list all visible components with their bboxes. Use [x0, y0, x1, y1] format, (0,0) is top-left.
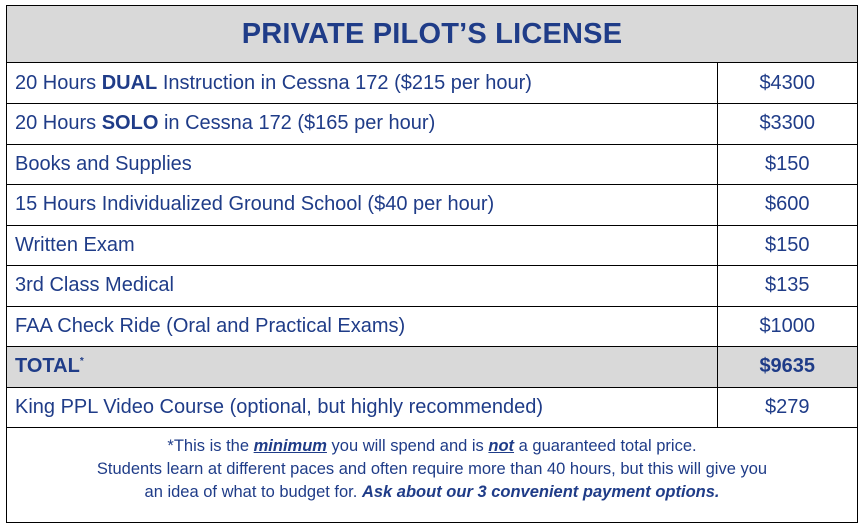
- item-description: 20 Hours DUAL Instruction in Cessna 172 ($215 per hour): [7, 63, 717, 104]
- footnote-emphasis-minimum: minimum: [253, 437, 327, 455]
- footnote-text: a guaranteed total price.: [514, 437, 697, 455]
- item-price: $150: [717, 144, 857, 185]
- item-description: 15 Hours Individualized Ground School ($40 per hour): [7, 185, 717, 226]
- total-label-cell: [7, 347, 717, 388]
- total-price: $9635: [717, 347, 857, 388]
- extra-row: [7, 387, 857, 428]
- footnote: [7, 428, 857, 504]
- footnote-emphasis-not: not: [488, 437, 515, 455]
- item-price: $3300: [717, 104, 857, 145]
- item-price: $4300: [717, 63, 857, 104]
- total-label: TOTAL: [15, 355, 80, 378]
- price-row: [7, 225, 857, 266]
- footnote-text: an idea of what to budget for.: [144, 483, 362, 501]
- extra-price: $279: [717, 387, 857, 428]
- price-table: [7, 63, 857, 428]
- item-description: 20 Hours SOLO in Cessna 172 ($165 per hour): [7, 104, 717, 145]
- footnote-line-2: Students learn at different paces and often require more than 40 hours, but this will give you: [96, 460, 768, 478]
- page-title: PRIVATE PILOT’S LICENSE: [7, 6, 857, 63]
- extra-label: King PPL Video Course (optional, but highly recommended): [7, 387, 717, 428]
- footnote-text: you will spend and is: [326, 437, 489, 455]
- footnote-line-3: [7, 481, 857, 504]
- item-price: $135: [717, 266, 857, 307]
- price-row: [7, 306, 857, 347]
- footnote-text: *This is the: [167, 437, 254, 455]
- footnote-line-1: [7, 435, 857, 458]
- price-sheet: [6, 5, 858, 523]
- item-price: $600: [717, 185, 857, 226]
- item-description: FAA Check Ride (Oral and Practical Exams): [7, 306, 717, 347]
- item-description: Books and Supplies: [7, 144, 717, 185]
- total-asterisk: *: [79, 356, 84, 368]
- price-row: [7, 266, 857, 307]
- total-row: [7, 347, 857, 388]
- payment-options-callout: Ask about our 3 convenient payment options.: [361, 483, 720, 501]
- price-row: [7, 63, 857, 104]
- item-price: $1000: [717, 306, 857, 347]
- item-description: Written Exam: [7, 225, 717, 266]
- price-row: [7, 144, 857, 185]
- item-price: $150: [717, 225, 857, 266]
- price-row: [7, 185, 857, 226]
- item-description: 3rd Class Medical: [7, 266, 717, 307]
- price-row: [7, 104, 857, 145]
